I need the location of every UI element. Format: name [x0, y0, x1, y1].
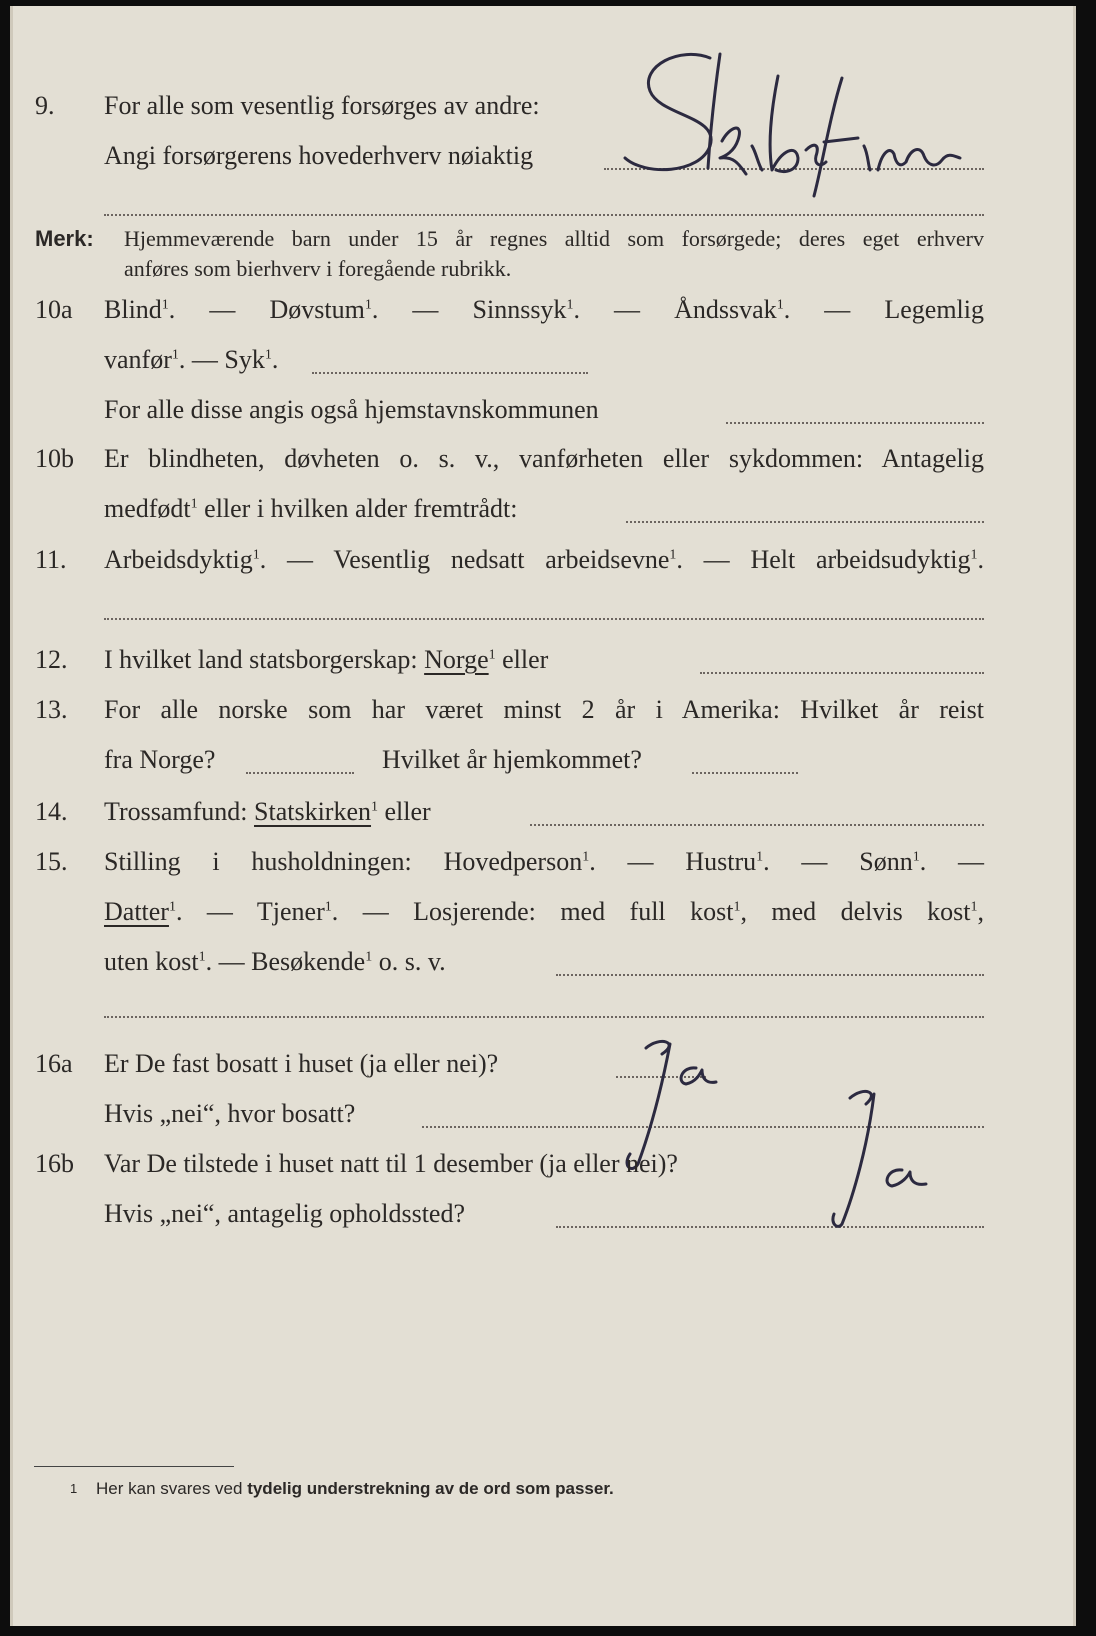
q15-number: 15. — [35, 847, 68, 876]
q16b-text-line2: Hvis „nei“, antagelig opholdssted? — [104, 1199, 466, 1228]
footnote-pre: Her kan svares ved — [96, 1479, 243, 1498]
q14-answer-line[interactable] — [530, 824, 984, 826]
q10a-text-line3: For alle disse angis også hjemstavnskommunen — [104, 395, 599, 424]
q12-answer-line[interactable] — [700, 672, 984, 674]
q12-post: eller — [502, 645, 549, 674]
merk-note — [124, 224, 984, 284]
q9-handwritten-answer — [610, 46, 970, 206]
q14-text: Trossamfund: Statskirken$^1$ eller — [104, 797, 431, 826]
q15-text-line3: uten kost$^1$. — Besøkende$^1$ o. s. v. — [104, 947, 446, 976]
paper-right-edge — [1073, 6, 1076, 1626]
q13-year-returned-line[interactable] — [692, 772, 798, 774]
merk-label-text: Merk: — [35, 226, 94, 251]
q14-pre: Trossamfund: — [104, 797, 248, 826]
q9-text-line1: For alle som vesentlig forsørges av andre: — [104, 91, 540, 120]
q16a-text-line2: Hvis „nei“, hvor bosatt? — [104, 1099, 356, 1128]
q11-text-line1: Arbeidsdyktig$^1$. — Vesentlig nedsatt arbeidsevne$^1$. — Helt arbeidsudyktig$^1$. — [104, 545, 984, 574]
q9-answer-text: Skibsfiner — [864, 135, 877, 139]
q13-part-b: Hvilket år hjemkommet? — [382, 745, 642, 774]
q16b-number: 16b — [35, 1149, 74, 1178]
footnote-bold: tydelig understrekning av de ord som passer. — [247, 1479, 614, 1498]
q12-norge-underlined[interactable]: Norge — [424, 645, 489, 674]
q11-extra-line[interactable] — [104, 618, 984, 620]
q10b-text-line2: medfødt$^1$ eller i hvilken alder fremtrådt: — [104, 494, 518, 523]
footnote-text — [96, 1478, 614, 1500]
q15-text-line1: Stilling i husholdningen: Hovedperson$^1$. — Hustru$^1$. — Sønn$^1$. — — [104, 847, 985, 876]
merk-line1: Hjemmeværende barn under 15 år regnes alltid som forsørgede; deres eget erhverv — [124, 226, 984, 251]
q9-extra-line[interactable] — [104, 214, 984, 216]
q16b-handwritten-answer — [820, 1074, 970, 1234]
footnote-mark: 1 — [70, 1481, 78, 1496]
census-form-page — [10, 6, 1076, 1626]
q16a-text-line1: Er De fast bosatt i huset (ja eller nei)? — [104, 1049, 499, 1078]
q15-answer-line[interactable] — [556, 974, 984, 976]
q16b-opholdssted-line[interactable] — [556, 1226, 984, 1228]
q10a-text-line1: Blind$^1$. — Døvstum$^1$. — Sinnssyk$^1$. — Åndssvak$^1$. — Legemlig — [104, 295, 985, 324]
q15-datter-underlined[interactable]: Datter — [104, 897, 169, 926]
q10a-text-line2: vanfør$^1$. — Syk$^1$. — [104, 345, 279, 374]
q13-text-line1: For alle norske som har været minst 2 år i Amerika: Hvilket år reist — [104, 695, 984, 724]
q15-text-line2 — [104, 896, 984, 928]
paper-left-edge — [10, 6, 13, 1626]
q10a-answer-line[interactable] — [312, 372, 588, 374]
q10b-number: 10b — [35, 444, 74, 473]
footnote-rule — [34, 1466, 234, 1467]
merk-label — [35, 224, 94, 254]
q16b-answer-text: Ja — [898, 1187, 901, 1191]
q10b-text-line1: Er blindheten, døvheten o. s. v., vanførheten eller sykdommen: Antagelig — [104, 444, 984, 473]
q16a-number: 16a — [35, 1049, 73, 1078]
q14-statskirken-underlined[interactable]: Statskirken — [254, 797, 372, 826]
q16a-answer-text: Ja — [690, 1087, 693, 1091]
q16a-bosatt-line[interactable] — [422, 1126, 984, 1128]
q14-number: 14. — [35, 797, 68, 826]
q10a-number: 10a — [35, 295, 73, 324]
q15-line2-rest: $^1$. — Tjener$^1$. — Losjerende: med full kost$^1$, med delvis kost$^1$, — [168, 897, 984, 926]
q15-extra-line[interactable] — [104, 1016, 984, 1018]
merk-line2: anføres som bierhverv i foregående rubrikk. — [124, 256, 512, 281]
q10b-answer-line[interactable] — [626, 521, 984, 523]
q14-post: eller — [384, 797, 431, 826]
q10a-hjemstavn-line[interactable] — [726, 422, 984, 424]
q16a-answer-line[interactable] — [616, 1076, 706, 1078]
q9-text-line2: Angi forsørgerens hovederhverv nøiaktig — [104, 141, 534, 170]
q16b-text-line1: Var De tilstede i huset natt til 1 desember (ja eller nei)? — [104, 1149, 678, 1178]
q9-number: 9. — [35, 91, 55, 120]
q12-text: I hvilket land statsborgerskap: Norge$^1$ eller — [104, 645, 549, 674]
q13-year-left-line[interactable] — [246, 772, 354, 774]
q13-number: 13. — [35, 695, 68, 724]
q12-pre: I hvilket land statsborgerskap: — [104, 645, 418, 674]
q12-number: 12. — [35, 645, 68, 674]
q13-part-a: fra Norge? — [104, 745, 216, 774]
q9-answer-line[interactable] — [604, 168, 984, 170]
q11-number: 11. — [35, 545, 67, 574]
